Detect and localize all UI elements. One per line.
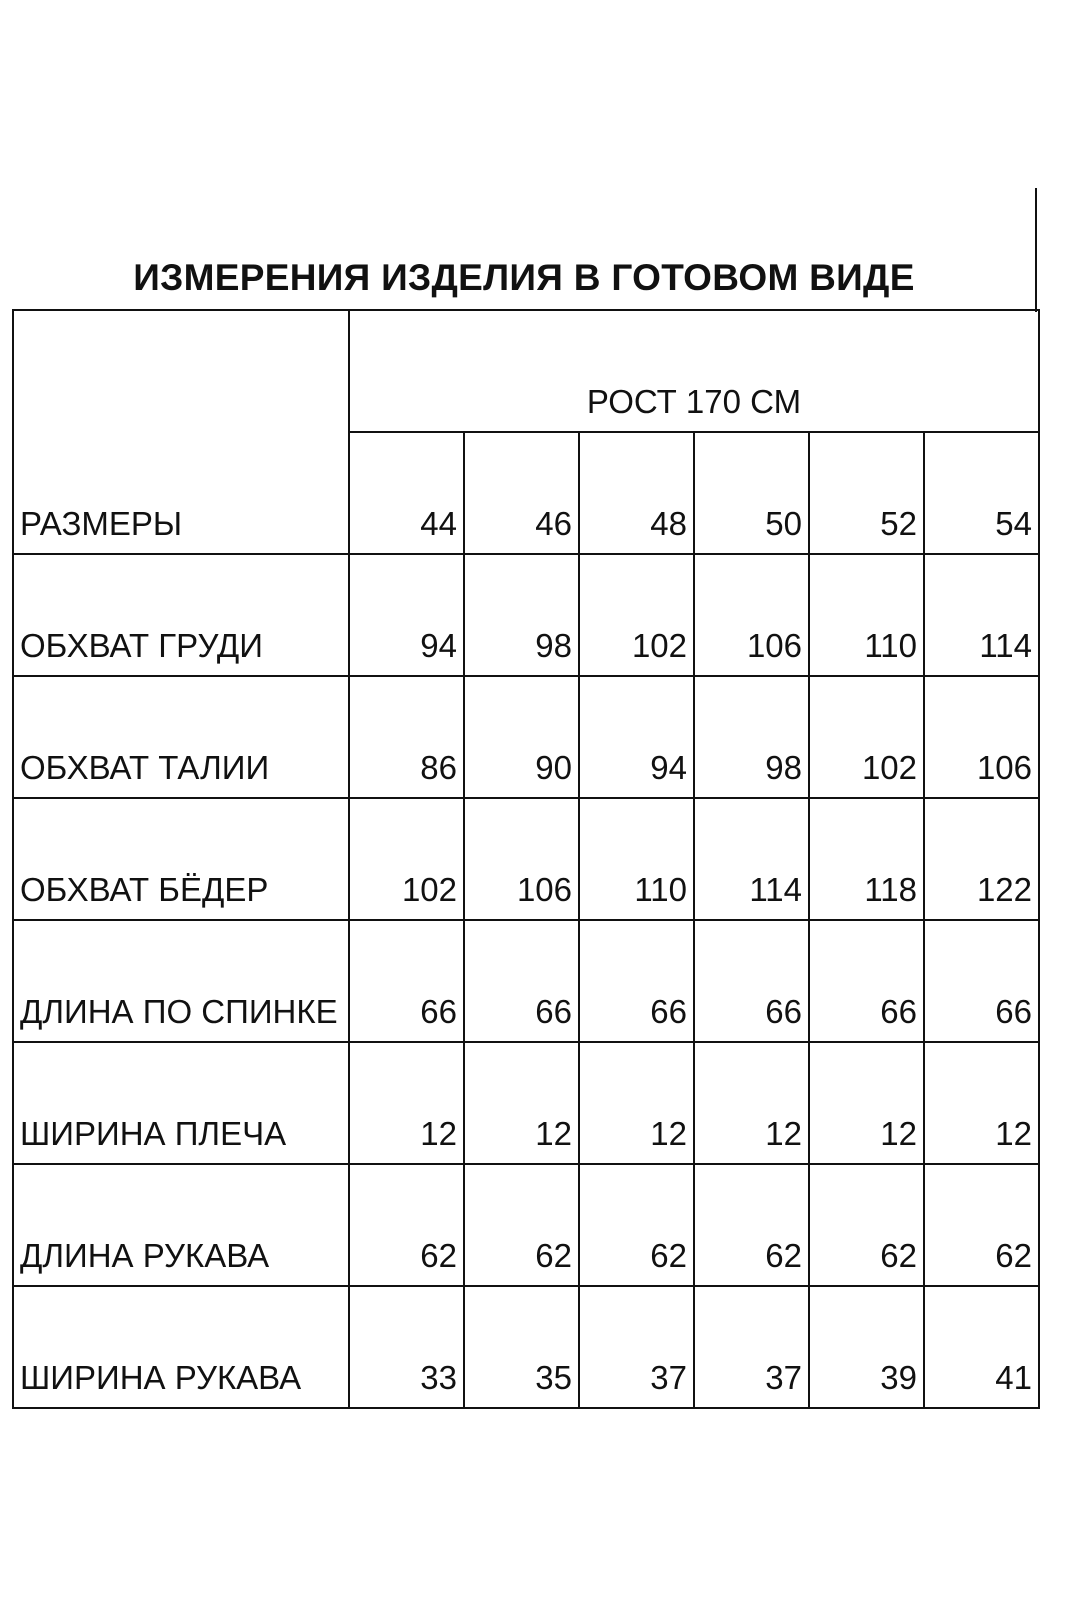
value-cell: 37 — [579, 1286, 694, 1408]
row-label: ДЛИНА РУКАВА — [13, 1164, 349, 1286]
table-row — [13, 920, 1039, 1042]
height-header: РОСТ 170 СМ — [349, 310, 1039, 432]
row-label: ШИРИНА РУКАВА — [13, 1286, 349, 1408]
row-label: ОБХВАТ БЁДЕР — [13, 798, 349, 920]
value-cell: 12 — [694, 1042, 809, 1164]
value-cell: 12 — [579, 1042, 694, 1164]
size-cell: 54 — [924, 432, 1039, 554]
value-cell: 41 — [924, 1286, 1039, 1408]
sizes-label: РАЗМЕРЫ — [20, 505, 183, 542]
value-cell: 66 — [924, 920, 1039, 1042]
value-cell: 62 — [464, 1164, 579, 1286]
value-cell: 90 — [464, 676, 579, 798]
value-cell: 37 — [694, 1286, 809, 1408]
value-cell: 118 — [809, 798, 924, 920]
size-cell: 50 — [694, 432, 809, 554]
value-cell: 86 — [349, 676, 464, 798]
value-cell: 35 — [464, 1286, 579, 1408]
value-cell: 102 — [809, 676, 924, 798]
value-cell: 114 — [924, 554, 1039, 676]
value-cell: 102 — [349, 798, 464, 920]
value-cell: 62 — [349, 1164, 464, 1286]
value-cell: 66 — [464, 920, 579, 1042]
table-header-row — [13, 310, 1039, 432]
size-cell: 46 — [464, 432, 579, 554]
value-cell: 98 — [464, 554, 579, 676]
value-cell: 66 — [809, 920, 924, 1042]
value-cell: 33 — [349, 1286, 464, 1408]
value-cell: 110 — [809, 554, 924, 676]
value-cell: 94 — [349, 554, 464, 676]
value-cell: 39 — [809, 1286, 924, 1408]
value-cell: 62 — [694, 1164, 809, 1286]
table-row — [13, 798, 1039, 920]
value-cell: 62 — [809, 1164, 924, 1286]
value-cell: 98 — [694, 676, 809, 798]
value-cell: 102 — [579, 554, 694, 676]
value-cell: 62 — [579, 1164, 694, 1286]
value-cell: 66 — [579, 920, 694, 1042]
measurements-table — [12, 309, 1040, 1409]
value-cell: 106 — [464, 798, 579, 920]
value-cell: 12 — [924, 1042, 1039, 1164]
size-cell: 48 — [579, 432, 694, 554]
value-cell: 66 — [349, 920, 464, 1042]
table-row — [13, 554, 1039, 676]
value-cell: 110 — [579, 798, 694, 920]
value-cell: 122 — [924, 798, 1039, 920]
size-cell: 44 — [349, 432, 464, 554]
page-title: ИЗМЕРЕНИЯ ИЗДЕЛИЯ В ГОТОВОМ ВИДЕ — [133, 257, 915, 298]
table-row — [13, 1042, 1039, 1164]
row-label: ДЛИНА ПО СПИНКЕ — [13, 920, 349, 1042]
value-cell: 94 — [579, 676, 694, 798]
value-cell: 62 — [924, 1164, 1039, 1286]
sizes-label-cell — [13, 310, 349, 554]
table-row — [13, 1286, 1039, 1408]
table-row — [13, 676, 1039, 798]
value-cell: 12 — [464, 1042, 579, 1164]
value-cell: 106 — [694, 554, 809, 676]
value-cell: 12 — [809, 1042, 924, 1164]
row-label: ОБХВАТ ТАЛИИ — [13, 676, 349, 798]
size-cell: 52 — [809, 432, 924, 554]
table-row — [13, 1164, 1039, 1286]
value-cell: 106 — [924, 676, 1039, 798]
value-cell: 114 — [694, 798, 809, 920]
row-label: ОБХВАТ ГРУДИ — [13, 554, 349, 676]
row-label: ШИРИНА ПЛЕЧА — [13, 1042, 349, 1164]
value-cell: 12 — [349, 1042, 464, 1164]
value-cell: 66 — [694, 920, 809, 1042]
